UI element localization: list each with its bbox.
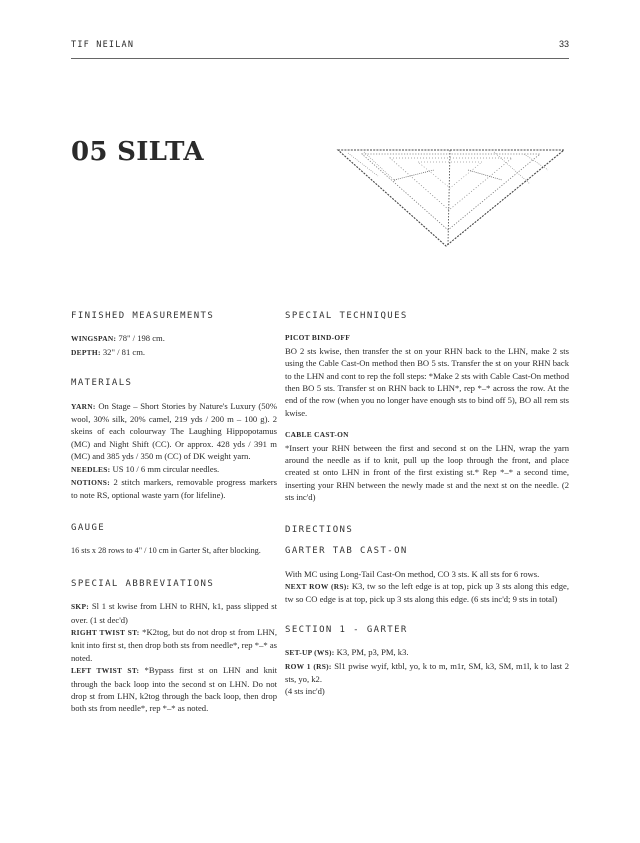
right-twist-paragraph: [71, 626, 277, 664]
row-1-label: ROW 1 (RS):: [285, 661, 332, 671]
wingspan-line: [71, 332, 277, 345]
next-row-label: NEXT ROW (RS):: [285, 581, 350, 591]
needles-text: US 10 / 6 mm circular needles.: [110, 463, 220, 474]
yarn-paragraph: [71, 400, 277, 463]
right-twist-text: *K2tog, but do not drop st from LHN, knit into first st, then drop both sts from needle*, rep *–* as noted.: [71, 626, 277, 663]
notions-label: NOTIONS:: [71, 478, 110, 488]
right-twist-label: RIGHT TWIST ST:: [71, 627, 140, 637]
cable-cast-on-label: CABLE CAST-ON: [285, 430, 349, 440]
left-twist-text: *Bypass first st on LHN and knit through the back loop into the second st on LHN. Do not drop st from LHN, k2tog through the back loop, then drop both sts from needle*, rep *–* as noted.: [71, 665, 277, 714]
page-number: 33: [558, 39, 569, 49]
special-techniques-heading: SPECIAL TECHNIQUES: [285, 311, 408, 321]
wingspan-value: 78" / 198 cm.: [116, 333, 165, 344]
left-column: [71, 310, 277, 715]
notions-paragraph: [71, 476, 277, 502]
garter-tab-heading: GARTER TAB CAST-ON: [285, 546, 408, 557]
materials-heading: MATERIALS: [71, 378, 133, 389]
next-row-paragraph: [285, 580, 569, 606]
section-1-heading: SECTION 1 - GARTER: [285, 624, 408, 635]
next-row-text: K3, tw so the left edge is at top, pick up 3 sts along this edge, tw so CO edge is at top, pick up 3 sts along this edge. (6 sts inc'd; 9 sts in total): [285, 580, 569, 605]
picot-bind-off-text: BO 2 sts kwise, then transfer the st on your RHN back to the LHN, make 2 sts using the Cable Cast-On method then BO 5 sts. Transfer the st on your RHN back to the LHN and cont to rep the foll steps: *Make 2 sts with Cable Cast-On method then BO 5 sts. Transfer st on RHN back to LHN*, rep *–* across the row. At the end of the row (when you no longer have enough sts to bind off 5), BO all rem sts kwise.: [285, 345, 569, 418]
right-column: [285, 310, 569, 698]
gauge-heading: GAUGE: [71, 522, 106, 533]
finished-measurements-heading: FINISHED MEASUREMENTS: [71, 311, 215, 321]
depth-value: 32" / 81 cm.: [100, 346, 146, 357]
setup-line: [285, 646, 569, 659]
pattern-title: 05 SILTA: [71, 137, 204, 167]
row-1-note: (4 sts inc'd): [285, 686, 325, 697]
needles-line: [71, 463, 277, 476]
notions-text: 2 stitch markers, removable progress markers to note RS, optional waste yarn (for lifeline).: [71, 477, 277, 501]
depth-label: DEPTH:: [71, 347, 101, 357]
header-rule: [71, 58, 569, 59]
skp-text: Sl 1 st kwise from LHN to RHN, k1, pass slipped st over. (1 st dec'd): [71, 601, 277, 625]
needles-label: NEEDLES:: [71, 464, 111, 474]
setup-text: K3, PM, p3, PM, k3.: [334, 647, 409, 658]
depth-line: [71, 346, 277, 359]
row-1-text: Sl1 pwise wyif, ktbl, yo, k to m, m1r, SM, k3, SM, m1l, k to last 2 sts, yo, k2.: [285, 660, 569, 684]
wingspan-label: WINGSPAN:: [71, 334, 117, 344]
picot-bind-off-label: PICOT BIND-OFF: [285, 333, 351, 343]
row-1-paragraph: [285, 660, 569, 686]
skp-label: SKP:: [71, 602, 90, 612]
gauge-text: 16 sts x 28 rows to 4" / 10 cm in Garter St, after blocking.: [71, 546, 261, 556]
directions-heading: DIRECTIONS: [285, 524, 354, 535]
setup-label: SET-UP (WS):: [285, 648, 335, 658]
cable-cast-on-text: *Insert your RHN between the first and second st on the LHN, wrap the yarn around the needle as if to knit, pull up the loop through the front, and place created st onto LHN in front of the first existing st.* Rep *–* a second time, inserting your RHN between the newly made st and the next st on the needle. (2 sts inc'd): [285, 442, 569, 503]
running-title: TIF NEILAN: [71, 40, 135, 50]
special-abbreviations-heading: SPECIAL ABBREVIATIONS: [71, 578, 215, 589]
yarn-text: On Stage – Short Stories by Nature's Luxury (50% wool, 30% silk, 20% camel, 219 yds / 200 m – 100 g). 2 skeins of each colourway The Laughing Hippopotamus (MC) and Night Shift (CC). Or approx. 428 yds / 391 m (MC) and 385 yds / 350 m (CC) of DK weight yarn.: [71, 400, 277, 462]
left-twist-label: LEFT TWIST ST:: [71, 666, 140, 676]
skp-paragraph: [71, 600, 277, 626]
yarn-label: YARN:: [71, 401, 96, 411]
shawl-illustration: [334, 140, 568, 250]
garter-tab-text: With MC using Long-Tail Cast-On method, CO 3 sts. K all sts for 6 rows.: [285, 568, 540, 579]
left-twist-paragraph: [71, 664, 277, 715]
